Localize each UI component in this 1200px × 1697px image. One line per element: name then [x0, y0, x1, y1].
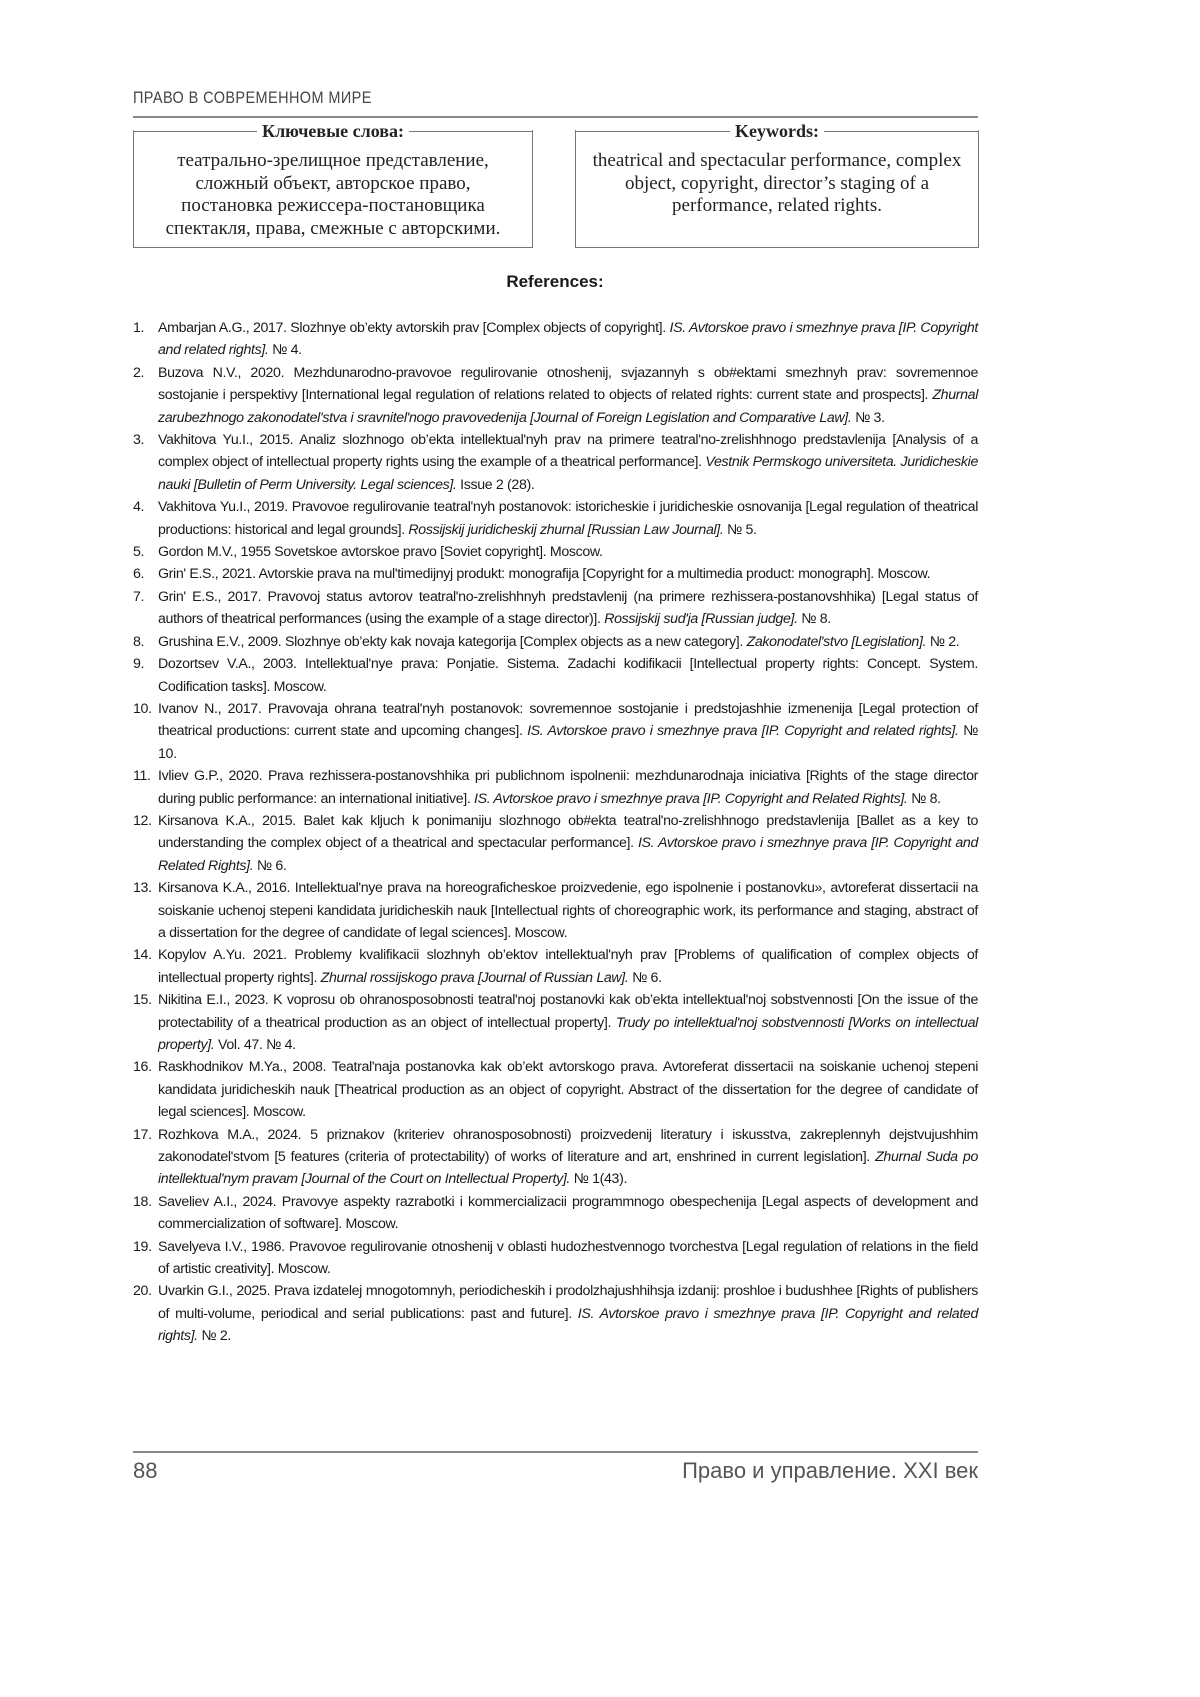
reference-text: Kirsanova K.A., 2015. Balet kak kljuch k ponimaniju slozhnogo ob#ekta teatral'no-zrelishhnogo predstavlenija [Ballet as a key to understanding the complex object of a theatrical and spectacular performance]. [158, 813, 978, 851]
reference-number: 1. [133, 317, 144, 339]
reference-text: Kirsanova K.A., 2016. Intellektual'nye prava na horeograficheskoe proizvedenie, ego ispolnenie i postanovku», avtoreferat dissertacii na soiskanie uchenoj stepeni kandidata juridicheskih nauk [Intellectual rights of choreographic work, its performance and staging, abstract of a dissertation for the degree of candidate of legal sciences]. Moscow. [158, 880, 978, 941]
keywords-en-text: theatrical and spectacular performance, complex object, copyright, director’s staging of a performance, related rights. [576, 130, 978, 218]
reference-text: Ivanov N., 2017. Pravovaja ohrana teatral'nyh postanovok: sovremennoe sostojanie i predstojashhie izmenenija [Legal protection of theatrical productions: current state and upcoming changes]. [158, 701, 978, 739]
reference-number: 15. [133, 989, 152, 1011]
reference-text: Nikitina E.I., 2023. K voprosu ob ohranosposobnosti teatral'noj postanovki kak ob’ekta intellektual'noj sobstvennosti [On the issue of the protectability of a theatrical production as an object of intellectual property]. [158, 992, 978, 1030]
reference-text: Uvarkin G.I., 2025. Prava izdatelej mnogotomnyh, periodicheskih i prodolzhajushhihsja izdanij: proshloe i budushhee [Rights of publishers of multi-volume, periodical and serial publications: past and future]. [158, 1283, 978, 1321]
reference-text: № 8. [798, 611, 831, 627]
reference-source: Zhurnal Suda po intellektual'nym pravam [Journal of the Court on Intellectual Property]. [158, 1149, 978, 1187]
reference-item [133, 1056, 978, 1123]
references-heading: References: [0, 272, 1110, 292]
running-header: ПРАВО В СОВРЕМЕННОМ МИРЕ [133, 88, 372, 108]
reference-text: Vakhitova Yu.I., 2019. Pravovoe regulirovanie teatral'nyh postanovok: istoricheskie i juridicheskie osnovanija [Legal regulation of theatrical productions: historical and legal grounds]. [158, 499, 978, 537]
reference-number: 11. [133, 765, 151, 787]
reference-item [133, 989, 978, 1056]
reference-source: IS. Avtorskoe pravo i smezhnye prava [IP. Copyright and related rights]. [158, 320, 978, 358]
reference-text: Dozortsev V.A., 2003. Intellektual'nye prava: Ponjatie. Sistema. Zadachi kodifikacii [Intellectual property rights: Concept. System. Codification tasks]. Moscow. [158, 656, 978, 694]
reference-number: 19. [133, 1236, 152, 1258]
reference-number: 18. [133, 1191, 152, 1213]
reference-text: № 10. [158, 723, 978, 761]
references-list [133, 317, 978, 1348]
reference-text: Kopylov A.Yu. 2021. Problemy kvalifikacii slozhnyh ob’ektov intellektual'nyh prav [Problems of qualification of complex objects of intellectual property rights]. [158, 947, 978, 985]
reference-number: 20. [133, 1280, 152, 1302]
keywords-ru-title: Ключевые слова: [257, 120, 409, 143]
keywords-en-title: Keywords: [730, 120, 824, 143]
reference-item [133, 631, 978, 653]
reference-item [133, 653, 978, 698]
reference-item [133, 810, 978, 877]
reference-number: 5. [133, 541, 144, 563]
reference-text: Gordon M.V., 1955 Sovetskoe avtorskoe pravo [Soviet copyright]. Moscow. [158, 544, 603, 560]
reference-text: Grushina E.V., 2009. Slozhnye ob’ekty kak novaja kategorija [Complex objects as a new category]. [158, 634, 747, 650]
reference-number: 6. [133, 563, 144, 585]
footer-divider [133, 1451, 978, 1453]
reference-number: 16. [133, 1056, 152, 1078]
reference-source: Zhurnal rossijskogo prava [Journal of Russian Law]. [321, 970, 629, 986]
reference-text: Vakhitova Yu.I., 2015. Analiz slozhnogo ob’ekta intellektual'nyh prav na primere teatral'no-zrelishhnogo predstavlenija [Analysis of a complex object of intellectual property rights using the example of a theatrical performance]. [158, 432, 978, 470]
reference-text: Issue 2 (28). [457, 477, 535, 493]
reference-text: № 1(43). [570, 1171, 627, 1187]
page-number: 88 [133, 1458, 157, 1484]
keywords-ru-box [133, 130, 533, 248]
reference-text: Grin' E.S., 2021. Avtorskie prava na mul'timedijnyj produkt: monografija [Copyright for a multimedia product: monograph]. Moscow. [158, 566, 930, 582]
reference-number: 10. [133, 698, 152, 720]
keywords-en-box [575, 130, 979, 248]
reference-text: № 5. [723, 522, 756, 538]
reference-text: Vol. 47. № 4. [214, 1037, 295, 1053]
journal-title: Право и управление. XXI век [682, 1458, 978, 1484]
reference-source: Rossijskij juridicheskij zhurnal [Russian Law Journal]. [408, 522, 723, 538]
reference-source: Rossijskij sud'ja [Russian judge]. [604, 611, 797, 627]
reference-number: 14. [133, 944, 152, 966]
reference-number: 2. [133, 362, 144, 384]
reference-item [133, 698, 978, 765]
reference-source: IS. Avtorskoe pravo i smezhnye prava [IP. Copyright and related rights]. [527, 723, 959, 739]
reference-item [133, 1124, 978, 1191]
reference-number: 17. [133, 1124, 152, 1146]
reference-text: № 6. [253, 858, 286, 874]
reference-number: 13. [133, 877, 152, 899]
reference-text: Ambarjan A.G., 2017. Slozhnye ob’ekty avtorskih prav [Complex objects of copyright]. [158, 320, 669, 336]
reference-source: Zakonodatel'stvo [Legislation]. [747, 634, 927, 650]
reference-item [133, 877, 978, 944]
reference-source: IS. Avtorskoe pravo i smezhnye prava [IP. Copyright and Related Rights]. [158, 835, 978, 873]
reference-text: № 2. [926, 634, 959, 650]
reference-item [133, 362, 978, 429]
reference-number: 7. [133, 586, 144, 608]
header-divider [133, 116, 978, 118]
reference-item [133, 541, 978, 563]
reference-text: Raskhodnikov M.Ya., 2008. Teatral'naja postanovka kak ob’ekt avtorskogo prava. Avtoreferat dissertacii na soiskanie uchenoj stepeni kandidata juridicheskih nauk [Theatrical production as an object of copyright. Abstract of the dissertation for the degree of candidate of legal sciences]. Moscow. [158, 1059, 978, 1120]
reference-text: Saveliev A.I., 2024. Pravovye aspekty razrabotki i kommercializacii programmnogo obespechenija [Legal aspects of development and commercialization of software]. Moscow. [158, 1194, 978, 1232]
reference-number: 8. [133, 631, 144, 653]
reference-text: № 6. [628, 970, 661, 986]
keywords-ru-text: театрально-зрелищное представление, сложный объект, авторское право, постановка режиссера-постановщика спектакля, права, смежные с авторскими. [134, 130, 532, 240]
reference-source: Zhurnal zarubezhnogo zakonodatel'stva i sravnitel'nogo pravovedenija [Journal of Foreign Legislation and Comparative Law]. [158, 387, 978, 425]
reference-item [133, 429, 978, 496]
reference-source: IS. Avtorskoe pravo i smezhnye prava [IP. Copyright and related rights]. [158, 1306, 978, 1344]
reference-number: 9. [133, 653, 144, 675]
reference-text: № 2. [198, 1328, 231, 1344]
reference-item [133, 496, 978, 541]
reference-text: Savelyeva I.V., 1986. Pravovoe regulirovanie otnoshenij v oblasti hudozhestvennogo tvorchestva [Legal regulation of relations in the field of artistic creativity]. Moscow. [158, 1239, 978, 1277]
reference-text: Rozhkova M.A., 2024. 5 priznakov (kriteriev ohranosposobnosti) proizvedenij literatury i iskusstva, zakreplennyh dejstvujushhim zakonodatel'stvom [5 features (criteria of protectability) of works of literature and art, enshrined in current legislation]. [158, 1127, 978, 1165]
reference-item [133, 563, 978, 585]
reference-text: № 4. [269, 342, 302, 358]
reference-text: № 8. [908, 791, 941, 807]
reference-text: Grin' E.S., 2017. Pravovoj status avtorov teatral'no-zrelishhnyh predstavlenij (na primere rezhissera-postanovshhika) [Legal status of authors of theatrical performances (using the example of a stage director)]. [158, 589, 978, 627]
reference-number: 12. [133, 810, 152, 832]
reference-text: № 3. [851, 410, 884, 426]
reference-item [133, 586, 978, 631]
reference-source: IS. Avtorskoe pravo i smezhnye prava [IP. Copyright and Related Rights]. [474, 791, 908, 807]
reference-source: Vestnik Permskogo universiteta. Juridicheskie nauki [Bulletin of Perm University. Legal sciences]. [158, 454, 978, 492]
reference-item [133, 1280, 978, 1347]
reference-number: 4. [133, 496, 144, 518]
reference-item [133, 1191, 978, 1236]
reference-number: 3. [133, 429, 144, 451]
reference-item [133, 944, 978, 989]
reference-item [133, 765, 978, 810]
reference-source: Trudy po intellektual'noj sobstvennosti [Works on intellectual property]. [158, 1015, 978, 1053]
reference-text: Buzova N.V., 2020. Mezhdunarodno-pravovoe regulirovanie otnoshenij, svjazannyh s ob#ektami smezhnyh prav: sovremennoe sostojanie i perspektivy [International legal regulation of relations related to objects of related rights: current state and prospects]. [158, 365, 978, 403]
reference-item [133, 317, 978, 362]
reference-item [133, 1236, 978, 1281]
reference-text: Ivliev G.P., 2020. Prava rezhissera-postanovshhika pri publichnom ispolnenii: mezhdunarodnaja iniciativa [Rights of the stage director during public performance: an international initiative]. [158, 768, 978, 806]
